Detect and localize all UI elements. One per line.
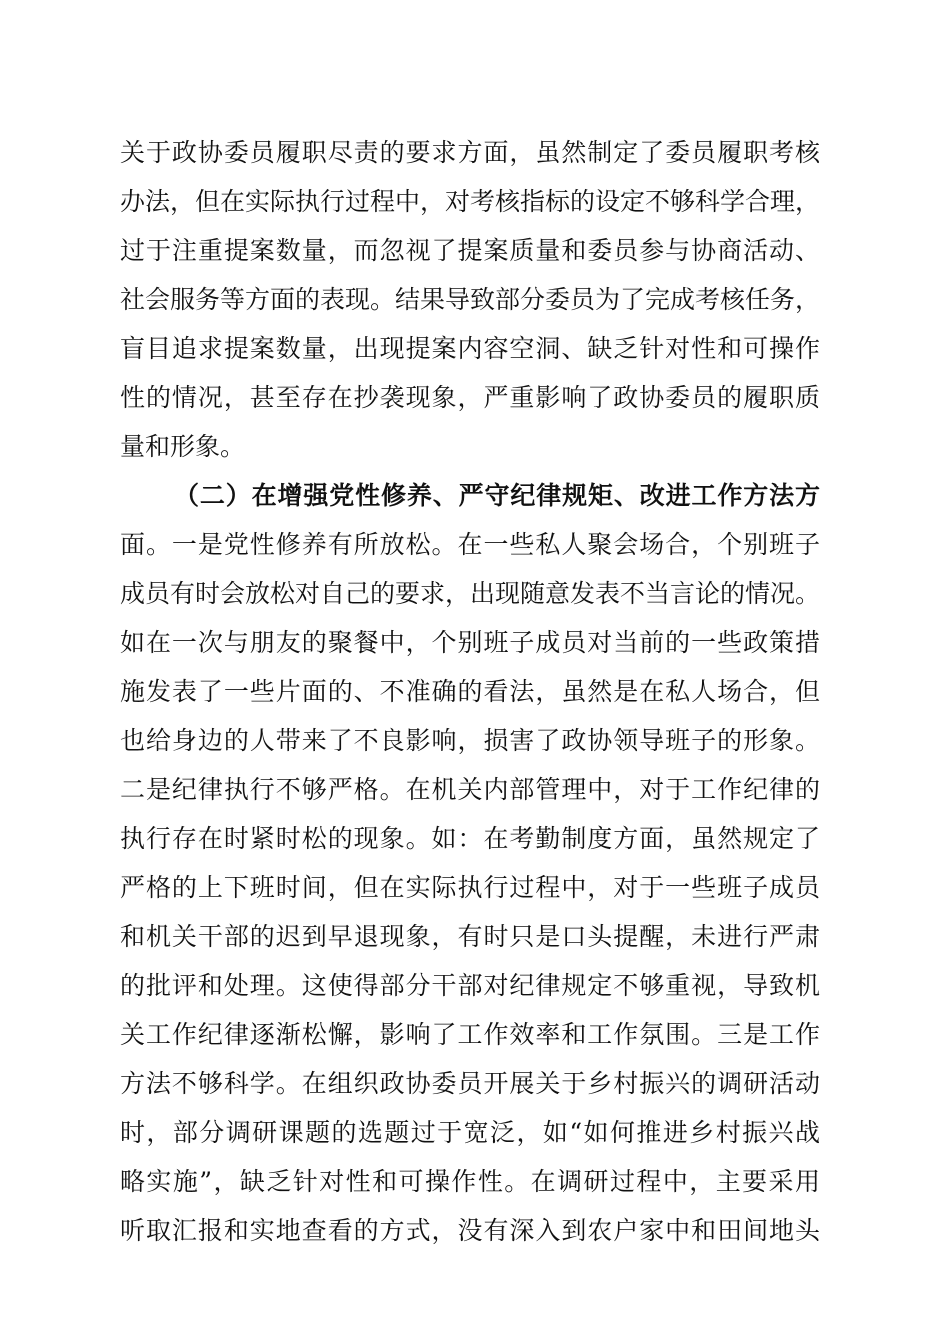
body-text [120, 128, 820, 1255]
text-line: 略实施”，缺乏针对性和可操作性。在调研过程中，主要采用 [120, 1167, 820, 1196]
text-line: 方法不够科学。在组织政协委员开展关于乡村振兴的调研活动 [120, 1069, 820, 1098]
text-line: 办法，但在实际执行过程中，对考核指标的设定不够科学合理， [120, 187, 821, 216]
text-line: 量和形象。 [120, 432, 246, 461]
text-line: 过于注重提案数量，而忽视了提案质量和委员参与协商活动、 [120, 236, 820, 265]
text-line: 社会服务等方面的表现。结果导致部分委员为了完成考核任务， [120, 285, 821, 314]
text-line: 如在一次与朋友的聚餐中，个别班子成员对当前的一些政策措 [120, 628, 820, 657]
text-line: 二是纪律执行不够严格。在机关内部管理中，对于工作纪律的 [120, 775, 820, 804]
text-line: 严格的上下班时间，但在实际执行过程中，对于一些班子成员 [120, 873, 820, 902]
text-line: 关工作纪律逐渐松懈，影响了工作效率和工作氛围。三是工作 [120, 1020, 820, 1049]
text-line: 执行存在时紧时松的现象。如：在考勤制度方面，虽然规定了 [120, 824, 820, 853]
text-line: 听取汇报和实地查看的方式，没有深入到农户家中和田间地头 [120, 1216, 820, 1245]
text-line: 面。一是党性修养有所放松。在一些私人聚会场合，个别班子 [120, 530, 820, 559]
text-line: 时，部分调研课题的选题过于宽泛，如“如何推进乡村振兴战 [120, 1118, 820, 1147]
text-line: 和机关干部的迟到早退现象，有时只是口头提醒，未进行严肃 [120, 922, 820, 951]
text-line: 盲目追求提案数量，出现提案内容空洞、缺乏针对性和可操作 [120, 334, 820, 363]
text-line: 施发表了一些片面的、不准确的看法，虽然是在私人场合，但 [120, 677, 820, 706]
text-line: 成员有时会放松对自己的要求，出现随意发表不当言论的情况。 [120, 579, 821, 608]
section-heading-line: （二）在增强党性修养、严守纪律规矩、改进工作方法方 [174, 481, 820, 510]
text-line: 性的情况，甚至存在抄袭现象，严重影响了政协委员的履职质 [120, 383, 820, 412]
text-line: 也给身边的人带来了不良影响，损害了政协领导班子的形象。 [120, 726, 820, 755]
text-line: 关于政协委员履职尽责的要求方面，虽然制定了委员履职考核 [120, 138, 820, 167]
text-line: 的批评和处理。这使得部分干部对纪律规定不够重视，导致机 [120, 971, 820, 1000]
